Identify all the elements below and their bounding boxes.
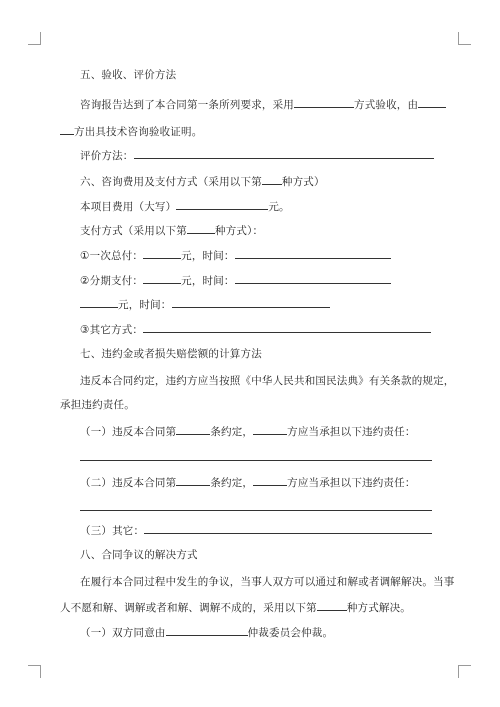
breach-item-3-line: （三）其它： xyxy=(80,522,432,538)
section-5-paragraph-line-1: 咨询报告达到了本合同第一条所列要求，采用 方式验收，由 xyxy=(80,96,446,112)
blank-issuing-party[interactable] xyxy=(418,96,446,108)
other-payment-line: ③其它方式： xyxy=(80,321,431,337)
installment-line: ②分期支付： 元，时间： xyxy=(80,272,391,288)
blank-breach-2-article[interactable] xyxy=(176,474,210,486)
blank-acceptance-method[interactable] xyxy=(294,96,354,108)
breach-item-1-line: （一）违反本合同第 条约定， 方应当承担以下违约责任： xyxy=(80,423,416,439)
arbitration-line: （一）双方同意由 仲裁委员会仲裁。 xyxy=(80,624,333,640)
blank-breach-other[interactable] xyxy=(144,522,432,534)
blank-payment-method-option[interactable] xyxy=(187,222,215,234)
blank-lump-sum-amount[interactable] xyxy=(143,247,181,259)
crop-mark-bottom-left xyxy=(28,665,41,678)
section-8-heading: 八、合同争议的解决方式 xyxy=(80,549,198,561)
blank-installment-time[interactable] xyxy=(235,272,391,284)
blank-dispute-option[interactable] xyxy=(317,599,347,611)
project-fee-line: 本项目费用（大写） 元。 xyxy=(80,198,290,214)
blank-payment-option[interactable] xyxy=(262,173,282,185)
blank-issuing-party-cont[interactable] xyxy=(60,123,74,135)
blank-installment-amount-2[interactable] xyxy=(80,296,118,308)
lump-sum-line: ①一次总付： 元，时间： xyxy=(80,247,391,263)
section-8-paragraph-line-2: 人不愿和解、调解或者和解、调解不成的，采用以下第 种方式解决。 xyxy=(60,599,411,615)
crop-mark-bottom-right xyxy=(458,665,471,678)
crop-mark-top-right xyxy=(458,32,471,45)
section-7-heading: 七、违约金或者损失赔偿额的计算方法 xyxy=(80,348,262,360)
blank-breach-2-party[interactable] xyxy=(253,474,287,486)
section-6-heading: 六、咨询费用及支付方式（采用以下第 种方式） xyxy=(80,173,325,189)
installment-continued-line: 元，时间： xyxy=(80,296,330,312)
blank-breach-1-article[interactable] xyxy=(176,423,210,435)
blank-other-payment[interactable] xyxy=(143,321,431,333)
blank-lump-sum-time[interactable] xyxy=(235,247,391,259)
blank-breach-1-liability[interactable] xyxy=(80,460,432,461)
breach-item-2-line: （二）违反本合同第 条约定， 方应当承担以下违约责任： xyxy=(80,474,416,490)
section-5-paragraph-line-2: 方出具技术咨询验收证明。 xyxy=(60,123,202,139)
crop-mark-top-left xyxy=(28,32,41,45)
section-5-heading: 五、验收、评价方法 xyxy=(80,69,177,81)
blank-project-fee-amount[interactable] xyxy=(176,198,268,210)
section-7-paragraph-line-1: 违反本合同约定，违约方应当按照《中华人民共和国民法典》有关条款的规定， xyxy=(80,375,455,387)
blank-breach-2-liability[interactable] xyxy=(80,510,432,511)
evaluation-method-line: 评价方法： xyxy=(80,147,434,163)
blank-installment-amount[interactable] xyxy=(143,272,181,284)
section-8-paragraph-line-1: 在履行本合同过程中发生的争议，当事人双方可以通过和解或者调解解决。当事 xyxy=(80,576,455,588)
section-7-paragraph-line-2: 承担违约责任。 xyxy=(60,399,135,411)
blank-breach-1-party[interactable] xyxy=(253,423,287,435)
payment-method-line: 支付方式（采用以下第 种方式）： xyxy=(80,222,263,238)
blank-evaluation-method[interactable] xyxy=(134,147,434,159)
blank-installment-time-2[interactable] xyxy=(172,296,330,308)
blank-arbitration-commission[interactable] xyxy=(166,624,248,636)
